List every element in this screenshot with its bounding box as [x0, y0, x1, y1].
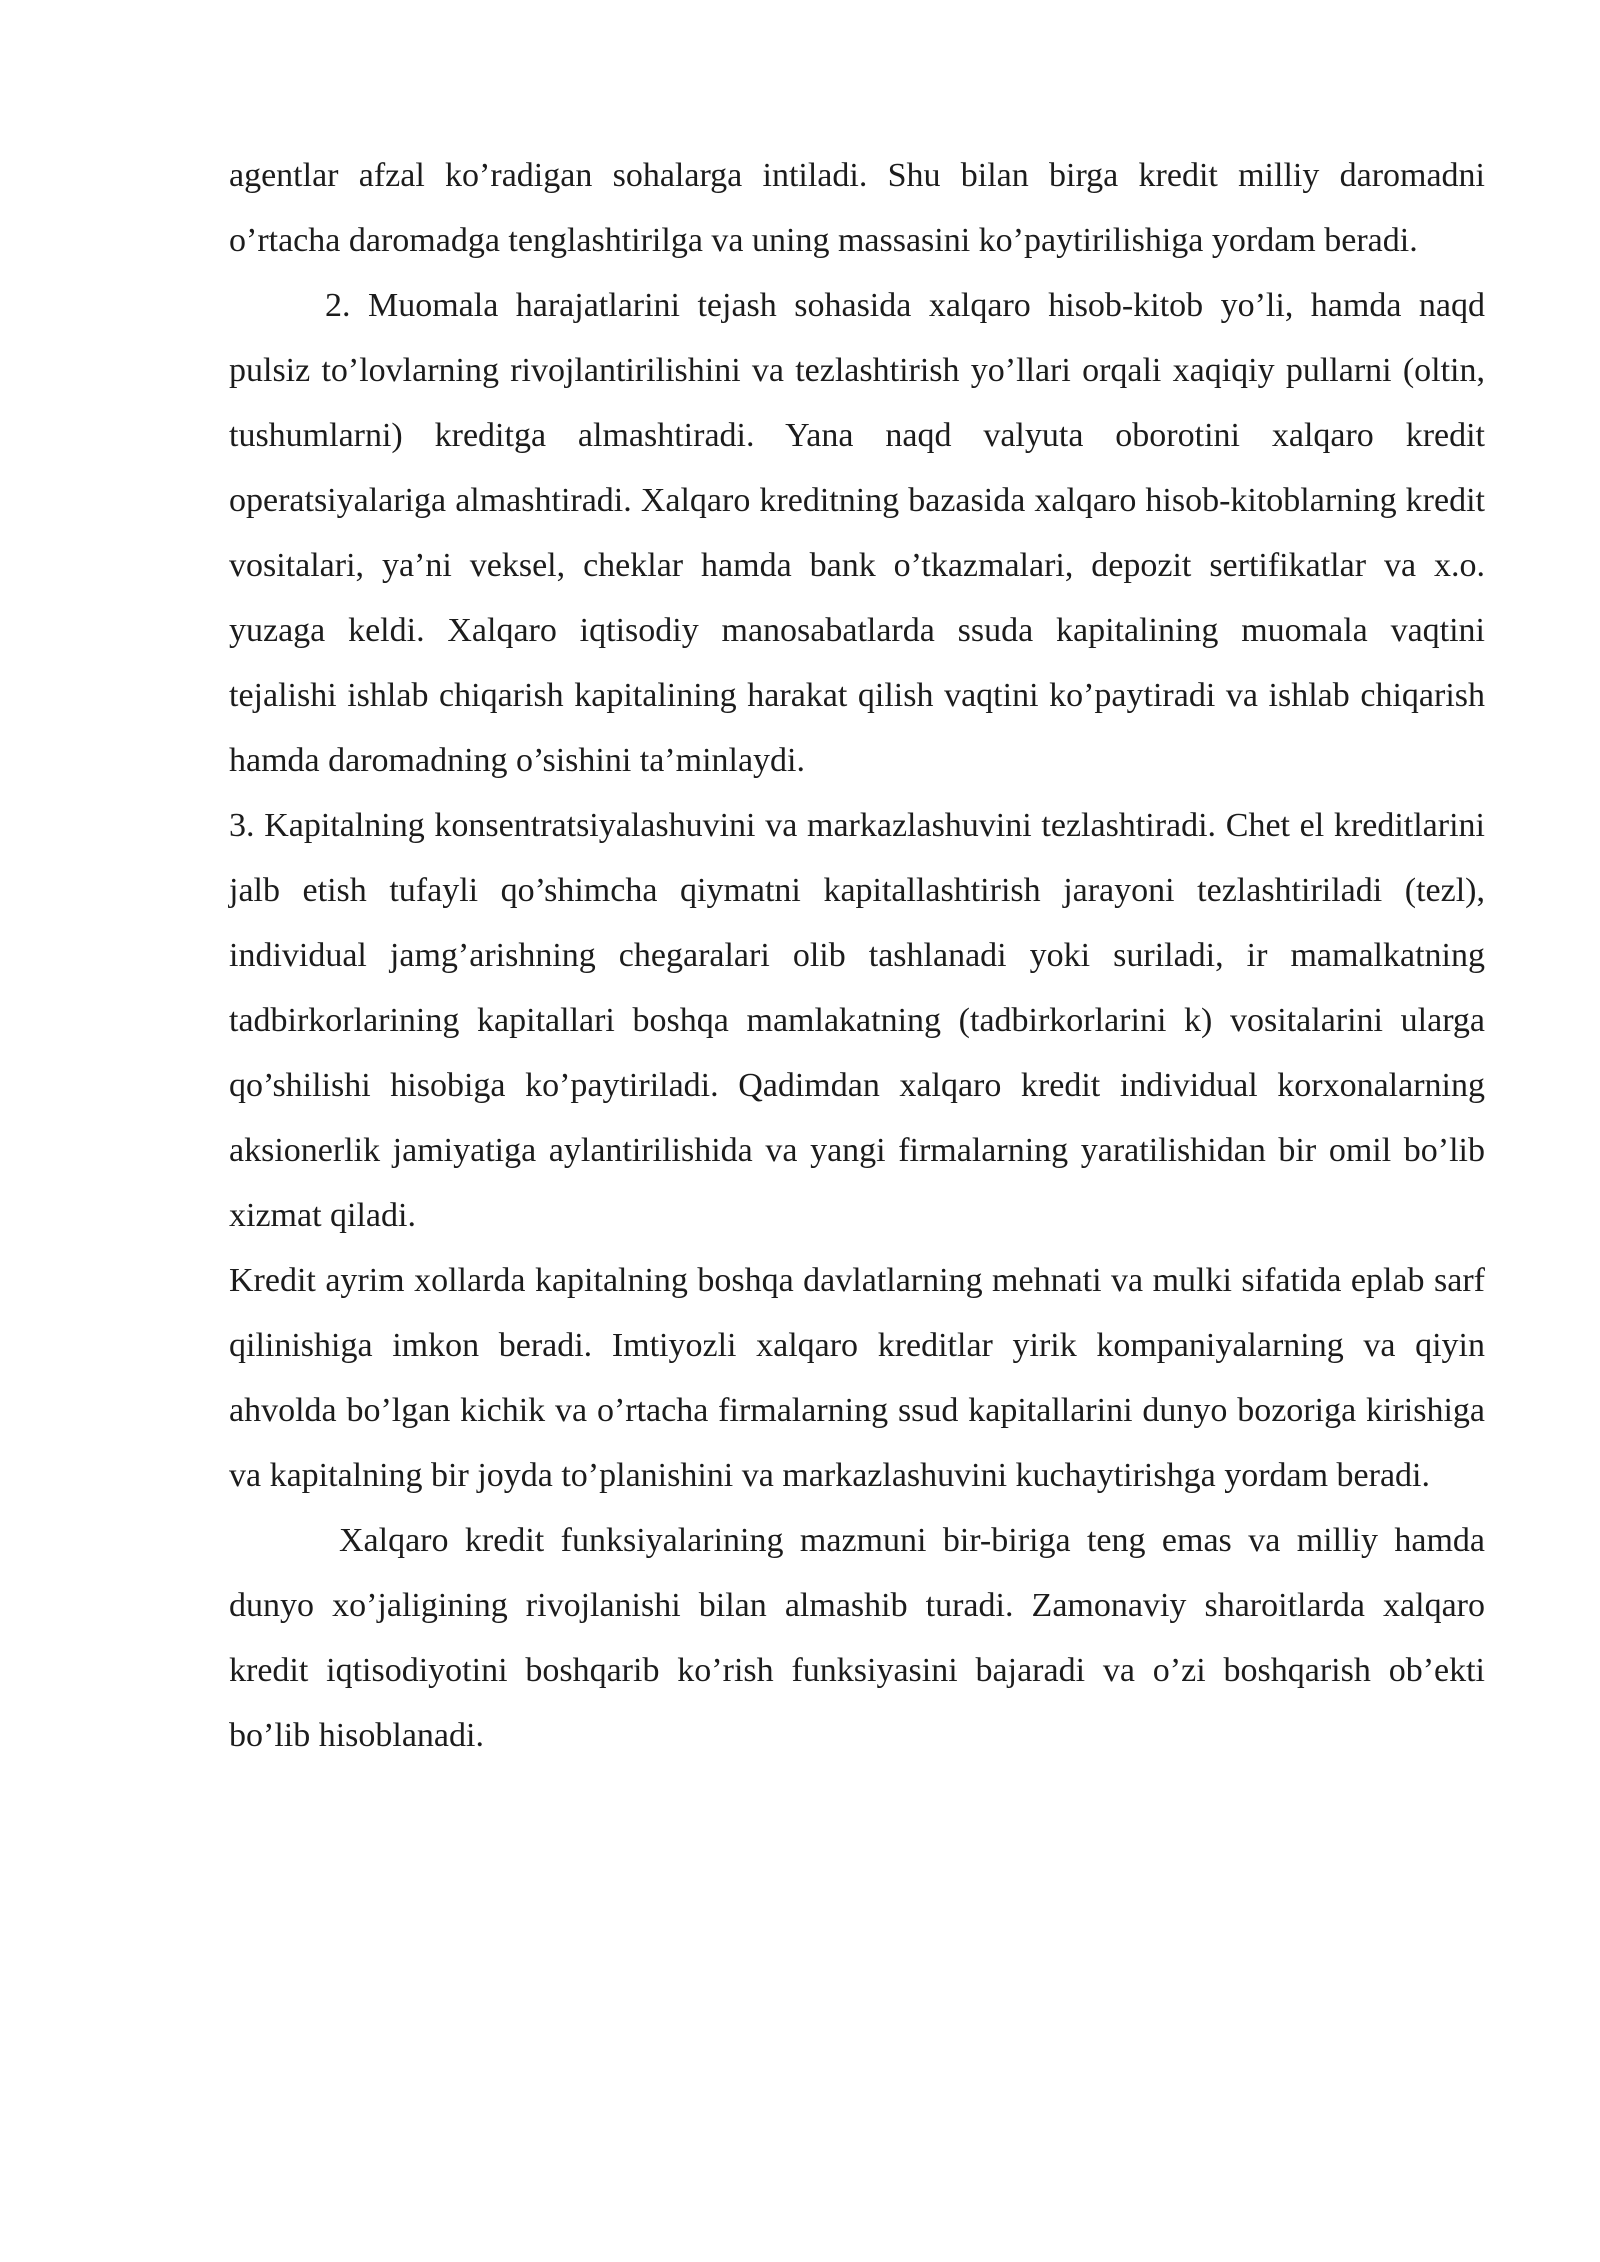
document-body: [229, 143, 1485, 1768]
paragraph-credit: Kredit ayrim xollarda kapitalning boshqa davlatlarning mehnati va mulki sifatida eplab sarf qilinishiga imkon beradi. Imtiyozli xalqaro kreditlar yirik kompaniyalarning va qiyin ahvolda bo’lgan kichik va o’rtacha firmalarning ssud kapitallarini dunyo bozoriga kirishiga va kapitalning bir joyda to’planishini va markazlashuvini kuchaytirishga yordam beradi.: [229, 1262, 1485, 1494]
paragraph-point-2: 2. Muomala harajatlarini tejash sohasida xalqaro hisob-kitob yo’li, hamda naqd pulsiz to’lovlarning rivojlantirilishini va tezlashtirish yo’llari orqali xaqiqiy pullarni (oltin, tushumlarni) kreditga almashtiradi. Yana naqd valyuta oborotini xalqaro kredit operatsiyalariga almashtiradi. Xalqaro kreditning bazasida xalqaro hisob-kitoblarning kredit vositalari, ya’ni veksel, cheklar hamda bank o’tkazmalari, depozit sertifikatlar va x.o. yuzaga keldi. Xalqaro iqtisodiy manosabatlarda ssuda kapitalining muomala vaqtini tejalishi ishlab chiqarish kapitalining harakat qilish vaqtini ko’paytiradi va ishlab chiqarish hamda daromadning o’sishini ta’minlaydi.: [229, 287, 1485, 779]
paragraph-conclusion: Xalqaro kredit funksiyalarining mazmuni bir-biriga teng emas va milliy hamda dunyo xo’jaligining rivojlanishi bilan almashib turadi. Zamonaviy sharoitlarda xalqaro kredit iqtisodiyotini boshqarib ko’rish funksiyasini bajaradi va o’zi boshqarish ob’ekti bo’lib hisoblanadi.: [229, 1522, 1485, 1754]
paragraph-point-3: 3. Kapitalning konsentratsiyalashuvini va markazlashuvini tezlashtiradi. Chet el kreditlarini jalb etish tufayli qo’shimcha qiymatni kapitallashtirish jarayoni tezlashtiriladi (tezl), individual jamg’arishning chegaralari olib tashlanadi yoki suriladi, ir mamalkatning tadbirkorlarining kapitallari boshqa mamlakatning (tadbirkorlarini k) vositalarini ularga qo’shilishi hisobiga ko’paytiriladi. Qadimdan xalqaro kredit individual korxonalarning aksionerlik jamiyatiga aylantirilishida va yangi firmalarning yaratilishidan bir omil bo’lib xizmat qiladi.: [229, 807, 1485, 1234]
paragraph-continuation: agentlar afzal ko’radigan sohalarga intiladi. Shu bilan birga kredit milliy daromadni o’rtacha daromadga tenglashtirilga va uning massasini ko’paytirilishiga yordam beradi.: [229, 157, 1485, 259]
